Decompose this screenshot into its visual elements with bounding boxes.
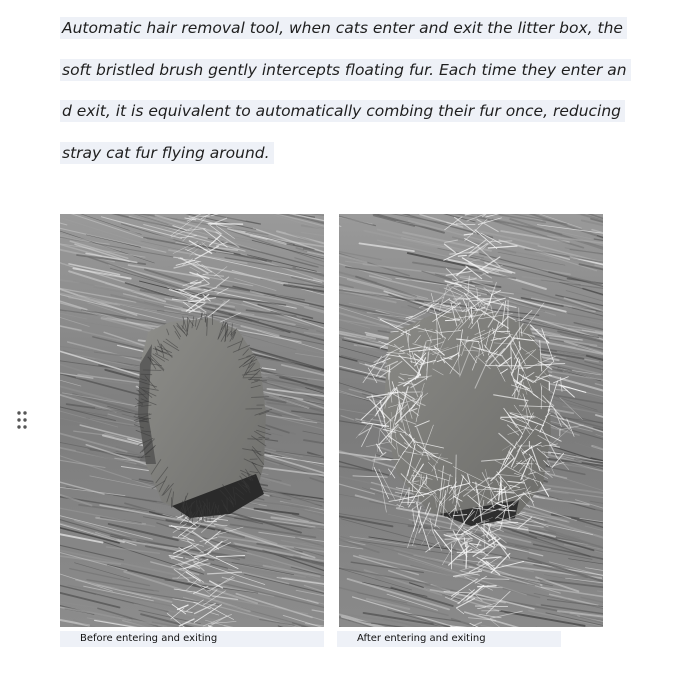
- description-line: Automatic hair removal tool, when cats enter and exit the litter box, the: [60, 10, 660, 52]
- description-line: d exit, it is equivalent to automatically combing their fur once, reducing: [60, 93, 660, 135]
- description-line: stray cat fur flying around.: [60, 135, 660, 177]
- after-caption: After entering and exiting: [337, 631, 561, 647]
- before-caption: Before entering and exiting: [60, 631, 324, 647]
- drag-handle-icon[interactable]: [16, 410, 28, 430]
- description-line: soft bristled brush gently intercepts floating fur. Each time they enter an: [60, 52, 660, 94]
- product-description: [60, 10, 660, 176]
- before-image: [60, 214, 324, 627]
- after-image: [339, 214, 603, 627]
